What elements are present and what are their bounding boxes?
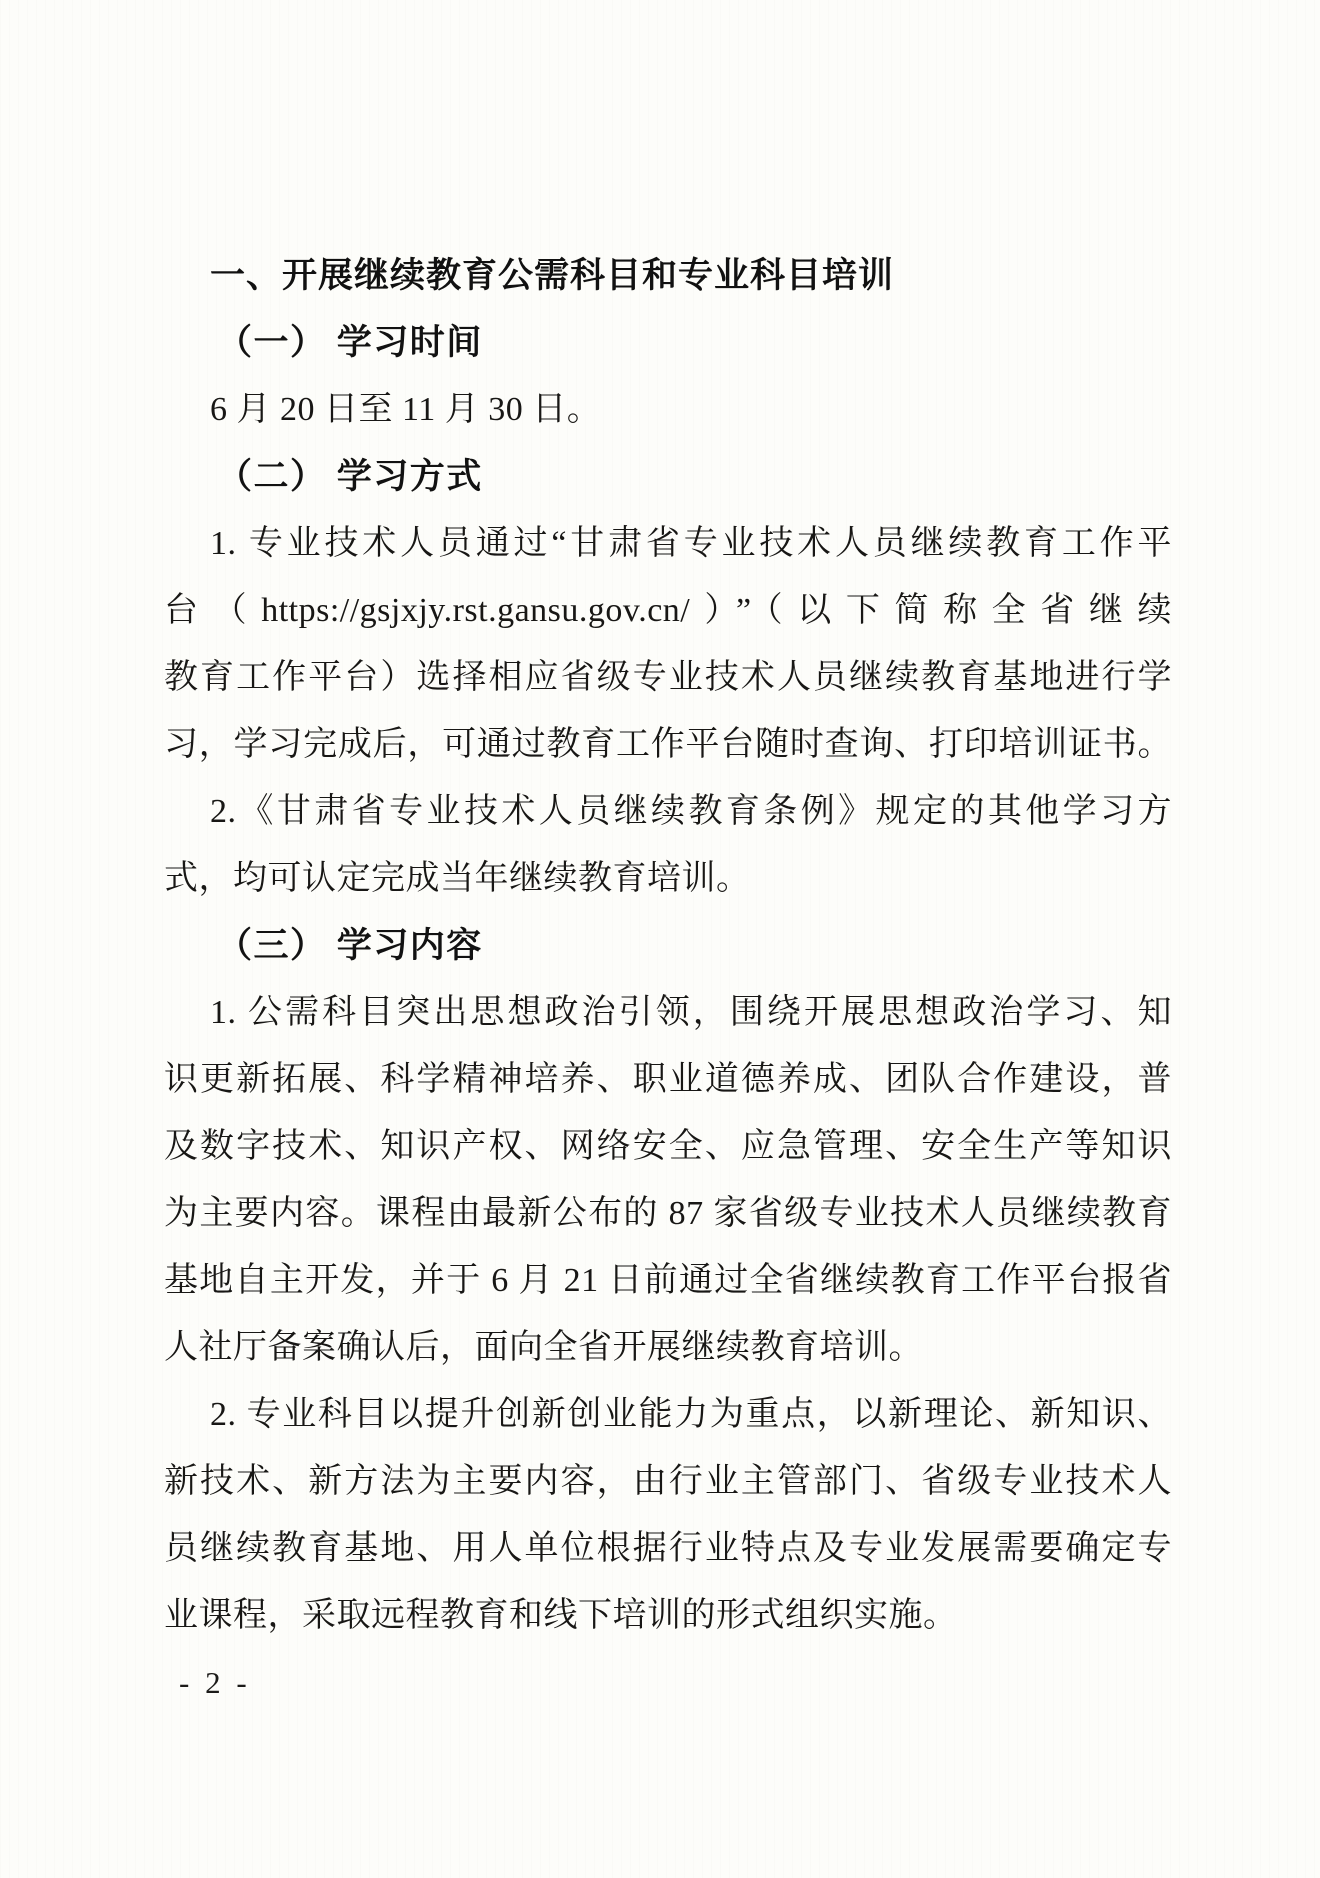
page-number: - 2 - — [179, 1665, 251, 1700]
body-text-line: 为主要内容。课程由最新公布的 87 家省级专业技术人员继续教育 — [164, 1195, 1172, 1232]
body-text-line: 1. 公需科目突出思想政治引领，围绕开展思想政治学习、知 — [210, 994, 1172, 1031]
body-text-line: 2. 专业科目以提升创新创业能力为重点，以新理论、新知识、 — [210, 1396, 1172, 1433]
body-text-line: 识更新拓展、科学精神培养、职业道德养成、团队合作建设，普 — [164, 1061, 1172, 1098]
body-text-line: 新技术、新方法为主要内容，由行业主管部门、省级专业技术人 — [164, 1463, 1172, 1500]
body-text-line: 习，学习完成后，可通过教育工作平台随时查询、打印培训证书。 — [164, 726, 1172, 763]
section-heading: 一、开展继续教育公需科目和专业科目培训 — [210, 256, 895, 295]
body-text-line: 1. 专业技术人员通过“甘肃省专业技术人员继续教育工作平 — [210, 525, 1172, 562]
body-text-line: 人社厅备案确认后，面向全省开展继续教育培训。 — [164, 1329, 923, 1366]
subsection-heading: （二） 学习方式 — [217, 457, 483, 496]
body-text-line: 式，均可认定完成当年继续教育培训。 — [164, 860, 751, 897]
body-text-line: 台（https://gsjxjy.rst.gansu.gov.cn/）”（以下简称全省继续 — [164, 592, 1172, 629]
body-text-line: 及数字技术、知识产权、网络安全、应急管理、安全生产等知识 — [164, 1128, 1172, 1165]
body-text-line: 员继续教育基地、用人单位根据行业特点及专业发展需要确定专 — [164, 1530, 1172, 1567]
body-text-line: 基地自主开发，并于 6 月 21 日前通过全省继续教育工作平台报省 — [164, 1262, 1172, 1299]
body-text-line: 2.《甘肃省专业技术人员继续教育条例》规定的其他学习方 — [210, 793, 1172, 830]
subsection-heading: （三） 学习内容 — [217, 926, 483, 965]
body-text-line: 教育工作平台）选择相应省级专业技术人员继续教育基地进行学 — [164, 659, 1172, 696]
body-text-line: 业课程，采取远程教育和线下培训的形式组织实施。 — [164, 1597, 958, 1634]
body-text-line: 6 月 20 日至 11 月 30 日。 — [210, 391, 602, 428]
document-text-block — [164, 242, 1172, 1716]
subsection-heading: （一） 学习时间 — [217, 323, 483, 362]
